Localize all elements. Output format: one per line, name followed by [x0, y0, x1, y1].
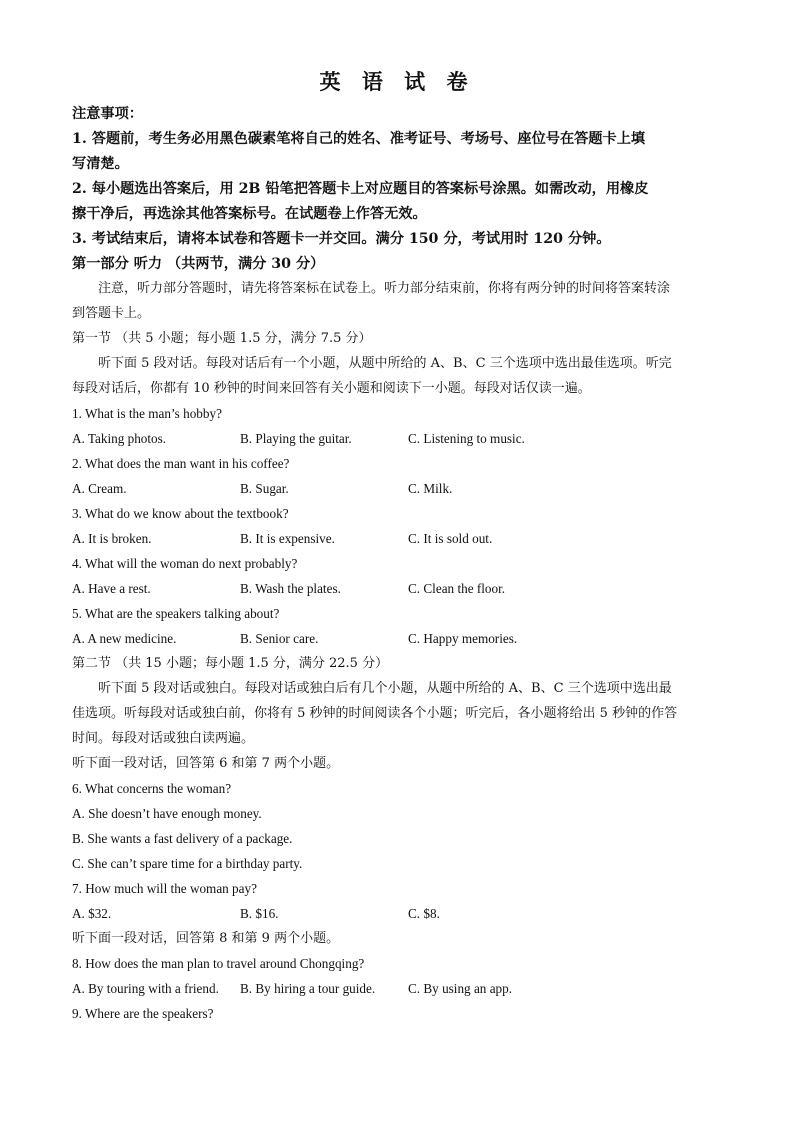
question-1: 1. What is the man’s hobby? [72, 406, 222, 421]
question-4: 4. What will the woman do next probably? [72, 556, 298, 571]
question-8-option-b: B. By hiring a tour guide. [240, 981, 376, 996]
question-4-option-b: B. Wash the plates. [240, 581, 341, 596]
notice-heading: 注意事项： [72, 106, 143, 122]
part1-intro-line-2: 到答题卡上。 [72, 306, 151, 321]
question-2-option-c: C. Milk. [408, 481, 453, 496]
question-9: 9. Where are the speakers? [72, 1006, 214, 1021]
notice-item-1-line-2: 写清楚。 [72, 156, 129, 172]
question-5: 5. What are the speakers talking about? [72, 606, 280, 621]
dialogue-1-intro: 听下面一段对话，回答第 6 和第 7 两个小题。 [72, 756, 340, 771]
question-4-option-c: C. Clean the floor. [408, 581, 506, 596]
question-6-option-c: C. She can’t spare time for a birthday party. [72, 856, 303, 871]
question-2-option-b: B. Sugar. [240, 481, 289, 496]
question-5-option-b: B. Senior care. [240, 631, 319, 646]
question-2-option-a: A. Cream. [72, 481, 127, 496]
section1-heading: 第一节 （共 5 小题；每小题 1.5 分，满分 7.5 分） [72, 331, 372, 346]
question-7: 7. How much will the woman pay? [72, 881, 257, 896]
question-8-option-c: C. By using an app. [408, 981, 513, 996]
notice-item-1-line-1: 1. 答题前，考生务必用黑色碳素笔将自己的姓名、准考证号、考场号、座位号在答题卡上填 [72, 131, 646, 147]
page-title: 英 语 试 卷 [319, 69, 475, 94]
dialogue-2-intro: 听下面一段对话，回答第 8 和第 9 两个小题。 [72, 931, 340, 946]
question-8: 8. How does the man plan to travel around Chongqing? [72, 956, 365, 971]
question-6-option-b: B. She wants a fast delivery of a package. [72, 831, 293, 846]
section1-instructions-line-1: 听下面 5 段对话。每段对话后有一个小题，从题中所给的 A、B、C 三个选项中选出最佳选项。听完 [98, 356, 672, 371]
question-1-option-b: B. Playing the guitar. [240, 431, 352, 446]
question-8-option-a: A. By touring with a friend. [72, 981, 219, 996]
question-1-option-c: C. Listening to music. [408, 431, 525, 446]
question-6-option-a: A. She doesn’t have enough money. [72, 806, 262, 821]
question-3-option-b: B. It is expensive. [240, 531, 335, 546]
part1-intro-line-1: 注意，听力部分答题时，请先将答案标在试卷上。听力部分结束前，你将有两分钟的时间将答案转涂 [98, 281, 671, 296]
notice-item-3: 3. 考试结束后，请将本试卷和答题卡一并交回。满分 150 分，考试用时 120 分钟。 [72, 231, 611, 247]
question-4-option-a: A. Have a rest. [72, 581, 151, 596]
question-5-option-c: C. Happy memories. [408, 631, 518, 646]
question-5-option-a: A. A new medicine. [72, 631, 177, 646]
question-6: 6. What concerns the woman? [72, 781, 232, 796]
question-3-option-c: C. It is sold out. [408, 531, 493, 546]
question-3: 3. What do we know about the textbook? [72, 506, 289, 521]
question-7-option-b: B. $16. [240, 906, 279, 921]
question-7-option-c: C. $8. [408, 906, 440, 921]
section2-instructions-line-1: 听下面 5 段对话或独白。每段对话或独白后有几个小题，从题中所给的 A、B、C 三个选项中选出最 [98, 681, 672, 696]
question-1-option-a: A. Taking photos. [72, 431, 167, 446]
section1-instructions-line-2: 每段对话后，你都有 10 秒钟的时间来回答有关小题和阅读下一小题。每段对话仅读一遍。 [72, 381, 591, 396]
question-3-option-a: A. It is broken. [72, 531, 152, 546]
section2-instructions-line-3: 时间。每段对话或独白读两遍。 [72, 731, 255, 746]
notice-item-2-line-2: 擦干净后，再选涂其他答案标号。在试题卷上作答无效。 [72, 206, 427, 222]
part1-heading: 第一部分 听力 （共两节，满分 30 分） [72, 256, 325, 272]
question-2: 2. What does the man want in his coffee? [72, 456, 290, 471]
section2-heading: 第二节 （共 15 小题；每小题 1.5 分，满分 22.5 分） [72, 656, 389, 671]
question-7-option-a: A. $32. [72, 906, 112, 921]
section2-instructions-line-2: 佳选项。听每段对话或独白前，你将有 5 秒钟的时间阅读各个小题；听完后，各小题将给出 5 秒钟的作答 [72, 706, 678, 721]
notice-item-2-line-1: 2. 每小题选出答案后，用 2B 铅笔把答题卡上对应题目的答案标号涂黑。如需改动，用橡皮 [72, 181, 649, 197]
